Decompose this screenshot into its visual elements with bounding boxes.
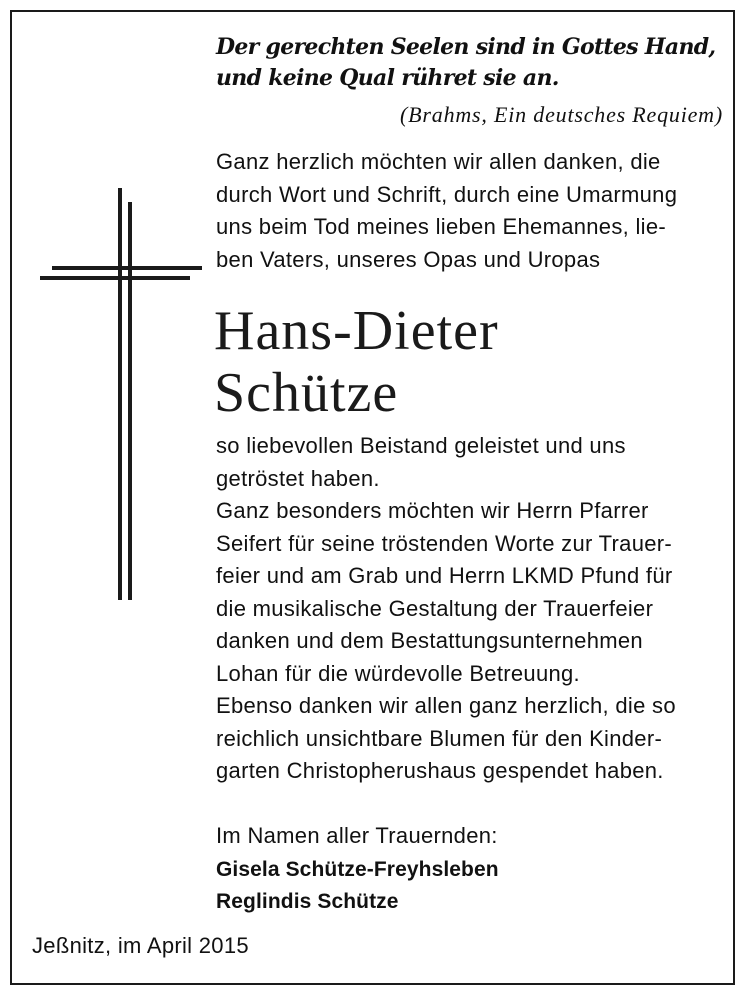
cross-vertical-right <box>128 202 132 600</box>
quote-source: (Brahms, Ein deutsches Requiem) <box>400 102 723 127</box>
quote-line-2: und keine Qual rühret sie an. <box>216 65 559 91</box>
cross-vertical-left <box>118 188 122 600</box>
deceased-last-name: Schütze <box>214 362 399 424</box>
place-and-date: Jeßnitz, im April 2015 <box>32 933 249 958</box>
intro-paragraph: Ganz herzlich möchten wir allen danken, die durch Wort und Schrift, durch eine Umarmung uns beim Tod meines lieben Ehemannes, lie- ben Vaters, unseres Opas und Uropas <box>216 149 678 272</box>
deceased-name <box>214 300 499 424</box>
thanks-paragraph: so liebevollen Beistand geleistet und uns getröstet haben. Ganz besonders möchten wir Herrn Pfarrer Seifert für seine tröstenden Worte zur Trauer- feier und am Grab und Herrn LKMD Pfund für die musikalische Gestaltung der Trauerfeier danken und dem Bestattungsunternehmen Lohan für die würdevolle Betreuung. Ebenso danken wir allen ganz herzlich, die so reichlich unsichtbare Blumen für den Kinder- garten Christopherushaus gespendet haben. <box>216 433 676 783</box>
signer-name: Gisela Schütze-Freyhsleben <box>216 858 499 881</box>
cross-horizontal-bottom <box>40 276 190 280</box>
cross-horizontal-top <box>52 266 202 270</box>
signer-name: Reglindis Schütze <box>216 890 399 913</box>
cross-icon <box>38 188 202 600</box>
quote-line-1: Der gerechten Seelen sind in Gottes Hand, <box>216 34 716 60</box>
deceased-first-name: Hans-Dieter <box>214 300 499 362</box>
closing-label: Im Namen aller Trauernden: <box>216 823 498 848</box>
bible-quote <box>216 32 726 94</box>
